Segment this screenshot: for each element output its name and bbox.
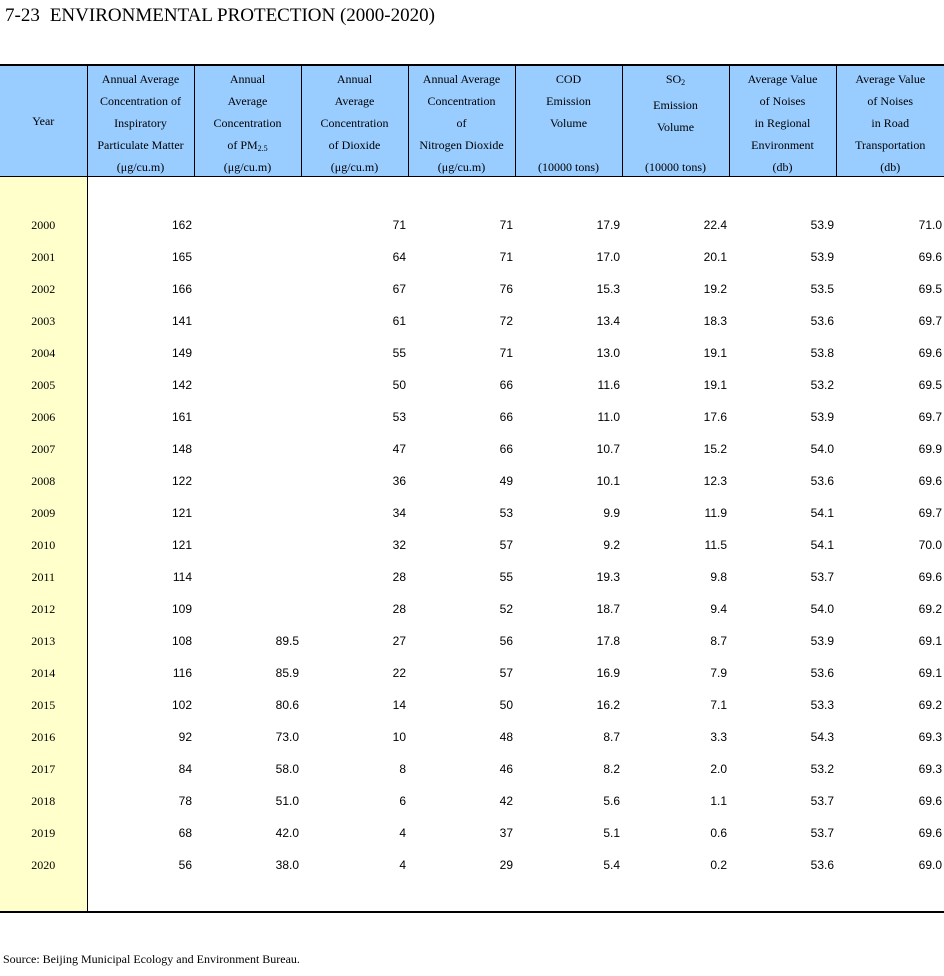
- cell-pm10: 149: [171, 346, 192, 360]
- cell-pm25: [194, 209, 301, 241]
- cell-nroad: 69.6: [918, 570, 942, 584]
- cell-so2conc: 28: [392, 602, 406, 616]
- header-so2-emission: $SO_2$ Emission Volume (10000 tons): [622, 65, 729, 177]
- cell-nroad: 71.0: [918, 218, 942, 232]
- year-cell: 2003: [0, 305, 87, 337]
- cell-nreg: 54.3: [810, 730, 834, 744]
- cell-no2: 66: [499, 442, 513, 456]
- cell-so2conc: 36: [392, 474, 406, 488]
- cell-so2: 17.6: [703, 410, 727, 424]
- cell-no2: 46: [499, 762, 513, 776]
- header-year: Year: [0, 65, 87, 177]
- cell-no2: 57: [499, 666, 513, 680]
- cell-pm10: 56: [178, 858, 192, 872]
- cell-no2: 42: [499, 794, 513, 808]
- cell-so2: 7.9: [710, 666, 727, 680]
- cell-pm10: 68: [178, 826, 192, 840]
- table-row: [0, 753, 944, 785]
- cell-pm25: [194, 497, 301, 529]
- cell-pm10: 102: [171, 698, 192, 712]
- year-cell: 2011: [0, 561, 87, 593]
- cell-so2conc: 22: [392, 666, 406, 680]
- cell-pm25: [194, 337, 301, 369]
- cell-so2: 0.6: [710, 826, 727, 840]
- table-title: ENVIRONMENTAL PROTECTION (2000-2020): [49, 5, 435, 26]
- header-so2-concentration: Annual Average Concentration of Dioxide (μg/cu.m): [301, 65, 408, 177]
- cell-nroad: 69.3: [918, 730, 942, 744]
- cell-no2: 66: [499, 378, 513, 392]
- cell-nreg: 53.6: [810, 314, 834, 328]
- table-row: [0, 369, 944, 401]
- cell-so2conc: 71: [392, 218, 406, 232]
- cell-no2: 56: [499, 634, 513, 648]
- year-cell: 2009: [0, 497, 87, 529]
- cell-nreg: 53.9: [810, 634, 834, 648]
- cell-pm25: 85.9: [275, 666, 299, 680]
- header-noise-regional: Average Value of Noises in Regional Environment (db): [729, 65, 836, 177]
- cell-pm25: [194, 401, 301, 433]
- year-cell: 2012: [0, 593, 87, 625]
- cell-pm25: 80.6: [275, 698, 299, 712]
- cell-pm10: 166: [171, 282, 192, 296]
- year-cell: 2015: [0, 689, 87, 721]
- table-row: [0, 817, 944, 849]
- cell-no2: 52: [499, 602, 513, 616]
- cell-pm25: [194, 593, 301, 625]
- cell-nreg: 53.9: [810, 250, 834, 264]
- cell-no2: 76: [499, 282, 513, 296]
- year-cell: 2020: [0, 849, 87, 881]
- cell-nroad: 69.2: [918, 698, 942, 712]
- cell-so2conc: 6: [399, 794, 406, 808]
- cell-nreg: 54.0: [810, 602, 834, 616]
- cell-so2conc: 61: [392, 314, 406, 328]
- cell-pm10: 114: [172, 570, 192, 584]
- cell-pm25: [194, 465, 301, 497]
- year-cell: 2002: [0, 273, 87, 305]
- cell-nreg: 53.9: [810, 410, 834, 424]
- cell-nreg: 53.3: [810, 698, 834, 712]
- year-cell: 2001: [0, 241, 87, 273]
- cell-nreg: 53.5: [810, 282, 834, 296]
- cell-so2conc: 4: [399, 858, 406, 872]
- cell-so2conc: 14: [392, 698, 406, 712]
- cell-cod: 8.7: [603, 730, 620, 744]
- cell-cod: 19.3: [596, 570, 620, 584]
- cell-nroad: 69.7: [918, 410, 942, 424]
- cell-pm25: [194, 305, 301, 337]
- cell-cod: 10.1: [596, 474, 620, 488]
- table-row: [0, 785, 944, 817]
- cell-no2: 48: [499, 730, 513, 744]
- cell-so2: 20.1: [703, 250, 727, 264]
- cell-nroad: 69.5: [918, 378, 942, 392]
- cell-nroad: 69.6: [918, 474, 942, 488]
- header-no2: Annual Average Concentration of Nitrogen Dioxide (μg/cu.m): [408, 65, 515, 177]
- cell-cod: 17.0: [596, 250, 620, 264]
- cell-no2: 49: [499, 474, 513, 488]
- cell-pm10: 122: [171, 474, 192, 488]
- cell-nroad: 69.1: [918, 634, 942, 648]
- year-cell: 2014: [0, 657, 87, 689]
- cell-nreg: 54.1: [810, 538, 834, 552]
- cell-pm25: [194, 529, 301, 561]
- cell-so2: 0.2: [710, 858, 727, 872]
- year-cell: 2004: [0, 337, 87, 369]
- table-row: [0, 593, 944, 625]
- cell-pm10: 92: [178, 730, 192, 744]
- table-row: [0, 849, 944, 881]
- cell-so2: 1.1: [710, 794, 727, 808]
- cell-so2: 11.9: [704, 506, 727, 520]
- cell-so2: 12.3: [703, 474, 727, 488]
- header-noise-road: Average Value of Noises in Road Transportation (db): [836, 65, 944, 177]
- table-row: [0, 625, 944, 657]
- table-row: [0, 529, 944, 561]
- table-row: [0, 465, 944, 497]
- cell-so2: 19.1: [703, 346, 727, 360]
- year-cell: 2000: [0, 209, 87, 241]
- cell-so2conc: 50: [392, 378, 406, 392]
- cell-so2: 3.3: [710, 730, 727, 744]
- table-body: [0, 177, 944, 913]
- cell-so2: 7.1: [710, 698, 727, 712]
- year-cell: 2018: [0, 785, 87, 817]
- cell-so2conc: 32: [392, 538, 406, 552]
- cell-nreg: 53.6: [810, 666, 834, 680]
- cell-so2: 22.4: [703, 218, 727, 232]
- cell-pm25: [194, 433, 301, 465]
- cell-so2conc: 8: [399, 762, 406, 776]
- cell-no2: 66: [499, 410, 513, 424]
- cell-cod: 11.0: [597, 410, 620, 424]
- cell-nreg: 53.7: [810, 826, 834, 840]
- cell-cod: 16.9: [596, 666, 620, 680]
- cell-pm10: 108: [171, 634, 192, 648]
- cell-no2: 72: [499, 314, 513, 328]
- cell-pm10: 121: [171, 506, 192, 520]
- cell-pm10: 141: [171, 314, 192, 328]
- cell-no2: 71: [499, 250, 513, 264]
- header-cod: COD Emission Volume (10000 tons): [515, 65, 622, 177]
- cell-cod: 8.2: [603, 762, 620, 776]
- cell-so2: 19.1: [703, 378, 727, 392]
- table-row: [0, 433, 944, 465]
- cell-cod: 16.2: [596, 698, 620, 712]
- year-cell: 2019: [0, 817, 87, 849]
- cell-pm25: 58.0: [275, 762, 299, 776]
- cell-cod: 15.3: [596, 282, 620, 296]
- cell-nroad: 69.6: [918, 346, 942, 360]
- cell-cod: 5.6: [603, 794, 620, 808]
- cell-so2: 2.0: [710, 762, 727, 776]
- cell-so2conc: 10: [392, 730, 406, 744]
- cell-nreg: 53.6: [810, 858, 834, 872]
- table-row: [0, 337, 944, 369]
- cell-cod: 13.4: [596, 314, 620, 328]
- table-row: [0, 561, 944, 593]
- cell-nroad: 69.6: [918, 826, 942, 840]
- cell-cod: 17.8: [596, 634, 620, 648]
- cell-nroad: 69.5: [918, 282, 942, 296]
- cell-nroad: 69.9: [918, 442, 942, 456]
- year-cell: 2013: [0, 625, 87, 657]
- cell-pm10: 162: [171, 218, 192, 232]
- cell-so2conc: 64: [392, 250, 406, 264]
- cell-cod: 13.0: [596, 346, 620, 360]
- cell-so2conc: 28: [392, 570, 406, 584]
- cell-cod: 11.6: [597, 378, 620, 392]
- cell-so2conc: 47: [392, 442, 406, 456]
- year-cell: 2017: [0, 753, 87, 785]
- cell-nroad: 69.1: [918, 666, 942, 680]
- cell-so2: 11.5: [704, 538, 727, 552]
- cell-nreg: 54.1: [810, 506, 834, 520]
- page-title: [5, 5, 435, 27]
- cell-nreg: 53.6: [810, 474, 834, 488]
- cell-nreg: 53.7: [810, 570, 834, 584]
- cell-nroad: 69.6: [918, 250, 942, 264]
- header-pm25: Annual Average Concentration of $PM_{2.5}$ (μg/cu.m): [194, 65, 301, 177]
- cell-so2: 19.2: [703, 282, 727, 296]
- cell-pm25: [194, 369, 301, 401]
- cell-nroad: 69.7: [918, 314, 942, 328]
- year-cell: 2016: [0, 721, 87, 753]
- table-number: 7-23: [5, 5, 40, 26]
- cell-no2: 50: [499, 698, 513, 712]
- cell-so2conc: 67: [392, 282, 406, 296]
- bottom-padding-row: [0, 881, 944, 912]
- table-row: [0, 273, 944, 305]
- cell-no2: 29: [499, 858, 513, 872]
- cell-cod: 9.9: [603, 506, 620, 520]
- cell-nroad: 70.0: [918, 538, 942, 552]
- data-table: [0, 64, 944, 913]
- year-cell: 2007: [0, 433, 87, 465]
- cell-so2conc: 53: [392, 410, 406, 424]
- cell-so2: 18.3: [703, 314, 727, 328]
- spacer-row: [0, 177, 944, 210]
- cell-pm25: 73.0: [275, 730, 299, 744]
- cell-no2: 71: [499, 218, 513, 232]
- cell-nreg: 53.2: [810, 762, 834, 776]
- cell-nreg: 53.2: [810, 378, 834, 392]
- cell-nreg: 54.0: [810, 442, 834, 456]
- cell-no2: 53: [499, 506, 513, 520]
- cell-nreg: 53.7: [810, 794, 834, 808]
- cell-nroad: 69.3: [918, 762, 942, 776]
- cell-pm25: 51.0: [275, 794, 299, 808]
- cell-so2: 9.4: [710, 602, 727, 616]
- cell-nreg: 53.8: [810, 346, 834, 360]
- cell-cod: 17.9: [596, 218, 620, 232]
- cell-cod: 9.2: [603, 538, 620, 552]
- cell-pm25: [194, 561, 301, 593]
- cell-nroad: 69.7: [918, 506, 942, 520]
- header-pm10: Annual Average Concentration of Inspiratory Particulate Matter (μg/cu.m): [87, 65, 194, 177]
- cell-so2conc: 27: [392, 634, 406, 648]
- cell-pm10: 109: [171, 602, 192, 616]
- year-cell: 2010: [0, 529, 87, 561]
- year-cell: 2005: [0, 369, 87, 401]
- cell-cod: 5.4: [603, 858, 620, 872]
- cell-so2: 8.7: [710, 634, 727, 648]
- cell-cod: 5.1: [603, 826, 620, 840]
- cell-pm10: 148: [171, 442, 192, 456]
- cell-nroad: 69.6: [918, 794, 942, 808]
- cell-nroad: 69.2: [918, 602, 942, 616]
- table-row: [0, 689, 944, 721]
- cell-nroad: 69.0: [918, 858, 942, 872]
- cell-pm10: 116: [172, 666, 192, 680]
- cell-pm25: [194, 241, 301, 273]
- cell-nreg: 53.9: [810, 218, 834, 232]
- cell-so2: 9.8: [710, 570, 727, 584]
- cell-no2: 55: [499, 570, 513, 584]
- cell-pm10: 165: [171, 250, 192, 264]
- table-row: [0, 401, 944, 433]
- cell-pm25: 89.5: [275, 634, 299, 648]
- cell-pm10: 142: [171, 378, 192, 392]
- cell-pm25: [194, 273, 301, 305]
- year-cell: 2008: [0, 465, 87, 497]
- cell-pm10: 121: [171, 538, 192, 552]
- cell-pm25: 42.0: [275, 826, 299, 840]
- cell-pm10: 78: [178, 794, 192, 808]
- table-row: [0, 721, 944, 753]
- cell-cod: 18.7: [596, 602, 620, 616]
- cell-so2: 15.2: [703, 442, 727, 456]
- cell-pm10: 161: [171, 410, 192, 424]
- cell-pm25: 38.0: [275, 858, 299, 872]
- cell-so2conc: 34: [392, 506, 406, 520]
- cell-no2: 37: [499, 826, 513, 840]
- table-row: [0, 209, 944, 241]
- header-row: [0, 65, 944, 177]
- cell-so2conc: 55: [392, 346, 406, 360]
- cell-cod: 10.7: [596, 442, 620, 456]
- year-cell: 2006: [0, 401, 87, 433]
- table-row: [0, 241, 944, 273]
- cell-no2: 57: [499, 538, 513, 552]
- table-row: [0, 657, 944, 689]
- cell-pm10: 84: [178, 762, 192, 776]
- table-row: [0, 305, 944, 337]
- table-row: [0, 497, 944, 529]
- cell-no2: 71: [499, 346, 513, 360]
- source-note: Source: Beijing Municipal Ecology and Environment Bureau.: [3, 952, 300, 966]
- cell-so2conc: 4: [399, 826, 406, 840]
